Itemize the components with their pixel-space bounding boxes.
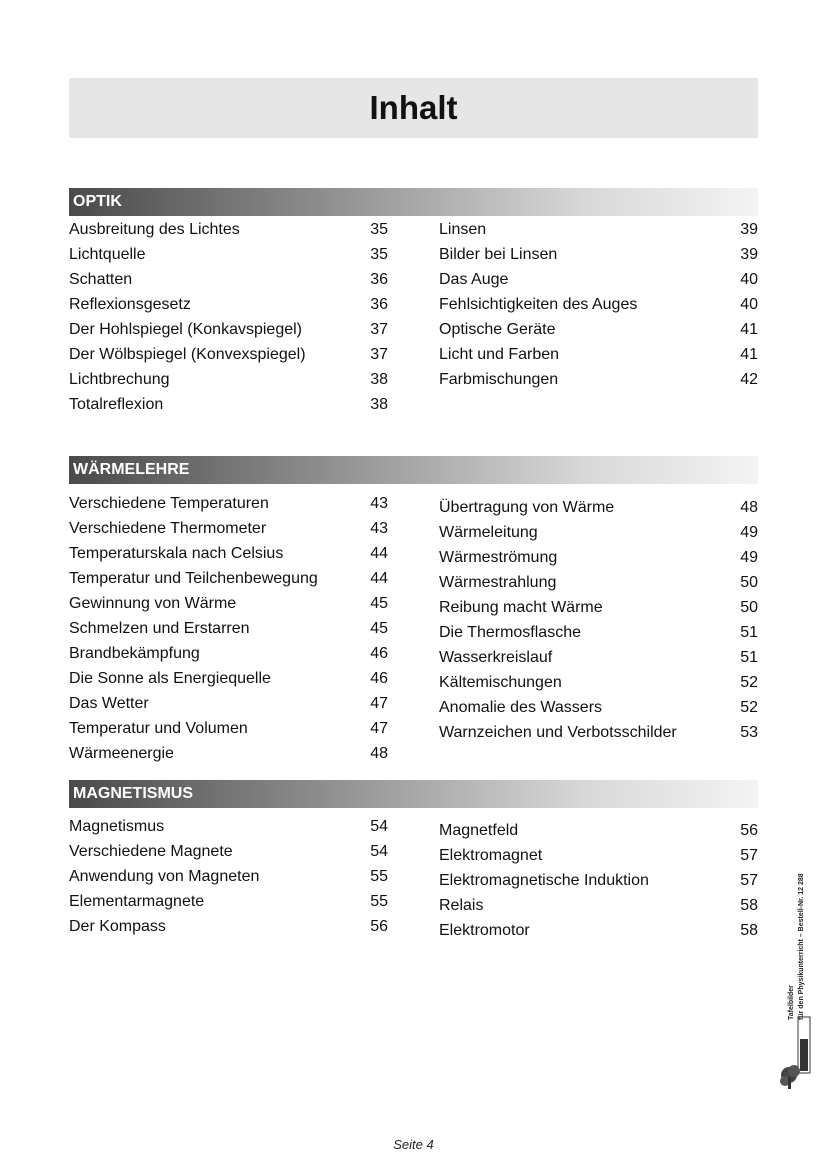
toc-entry-title: Die Thermosflasche [439, 624, 581, 641]
toc-entry-page: 51 [740, 649, 758, 666]
toc-entry-page: 44 [370, 545, 388, 562]
toc-entry [439, 918, 758, 943]
toc-entry [69, 666, 388, 691]
toc-entry-title: Fehlsichtigkeiten des Auges [439, 296, 638, 313]
toc-entry-page: 39 [740, 221, 758, 238]
toc-entry [69, 741, 388, 766]
section-title: OPTIK [73, 193, 122, 210]
toc-entry-title: Warnzeichen und Verbotsschilder [439, 724, 677, 741]
toc-entry-title: Licht und Farben [439, 346, 560, 363]
toc-entry [69, 342, 388, 367]
toc-entry-title: Optische Geräte [439, 321, 556, 338]
toc-entry-title: Farbmischungen [439, 371, 559, 388]
toc-entry-title: Die Sonne als Energiequelle [69, 670, 271, 687]
toc-entry-page: 37 [370, 321, 388, 338]
credit-line-2: für den Physikunterricht – Bestell-Nr. 12 288 [798, 873, 805, 1020]
toc-entry [69, 566, 388, 591]
toc-entry [69, 889, 388, 914]
toc-entry-title: Elektromotor [439, 922, 530, 939]
toc-entry-page: 38 [370, 371, 388, 388]
toc-entry [439, 217, 758, 242]
toc-entry [439, 670, 758, 695]
title-banner [69, 78, 758, 138]
toc-entry [69, 616, 388, 641]
section-header-optik [69, 188, 758, 216]
toc-entry-page: 36 [370, 296, 388, 313]
toc-entry-page: 50 [740, 599, 758, 616]
toc-column-right [439, 818, 758, 943]
toc-entry-page: 48 [740, 499, 758, 516]
toc-entry-page: 54 [370, 818, 388, 835]
toc-entry [69, 839, 388, 864]
toc-entry [69, 516, 388, 541]
toc-entry-page: 52 [740, 674, 758, 691]
toc-entry-page: 43 [370, 495, 388, 512]
toc-entry-page: 48 [370, 745, 388, 762]
toc-entry-title: Magnetismus [69, 818, 165, 835]
toc-column-left [69, 814, 388, 939]
toc-entry-title: Magnetfeld [439, 822, 519, 839]
toc-column-right [439, 217, 758, 392]
toc-entry-title: Anomalie des Wassers [439, 699, 603, 716]
toc-entry-title: Wasserkreislauf [439, 649, 553, 666]
toc-entry-title: Der Wölbspiegel (Konvexspiegel) [69, 346, 306, 363]
toc-entry-page: 37 [370, 346, 388, 363]
toc-entry-title: Elektromagnetische Induktion [439, 872, 649, 889]
toc-entry [69, 491, 388, 516]
toc-entry [439, 292, 758, 317]
section-title: WÄRMELEHRE [73, 461, 190, 478]
toc-entry-page: 46 [370, 645, 388, 662]
toc-entry [439, 267, 758, 292]
toc-entry-title: Das Auge [439, 271, 509, 288]
toc-entry-title: Wärmestrahlung [439, 574, 557, 591]
toc-entry-page: 35 [370, 246, 388, 263]
toc-entry-title: Reibung macht Wärme [439, 599, 603, 616]
publisher-logo [779, 1015, 813, 1093]
toc-entry [69, 242, 388, 267]
toc-entry [439, 545, 758, 570]
toc-entry [69, 317, 388, 342]
toc-entry-page: 39 [740, 246, 758, 263]
toc-entry-title: Brandbekämpfung [69, 645, 200, 662]
toc-entry-title: Lichtbrechung [69, 371, 170, 388]
toc-entry-title: Temperatur und Volumen [69, 720, 248, 737]
toc-entry-page: 40 [740, 296, 758, 313]
toc-entry [69, 541, 388, 566]
toc-entry-title: Linsen [439, 221, 487, 238]
toc-entry-page: 53 [740, 724, 758, 741]
toc-entry [439, 695, 758, 720]
toc-entry-title: Gewinnung von Wärme [69, 595, 237, 612]
toc-entry-page: 58 [740, 922, 758, 939]
toc-entry-page: 41 [740, 346, 758, 363]
toc-entry-title: Wärmeleitung [439, 524, 538, 541]
toc-entry-page: 54 [370, 843, 388, 860]
toc-entry [439, 495, 758, 520]
toc-entry-title: Verschiedene Thermometer [69, 520, 267, 537]
toc-entry-page: 45 [370, 595, 388, 612]
toc-entry-page: 56 [370, 918, 388, 935]
toc-entry [69, 814, 388, 839]
toc-entry [439, 893, 758, 918]
toc-column-left [69, 491, 388, 766]
toc-entry-title: Kältemischungen [439, 674, 562, 691]
toc-entry-title: Relais [439, 897, 484, 914]
toc-entry-title: Verschiedene Temperaturen [69, 495, 269, 512]
toc-entry [439, 868, 758, 893]
toc-entry-page: 47 [370, 720, 388, 737]
toc-entry-title: Temperatur und Teilchenbewegung [69, 570, 318, 587]
toc-entry-page: 41 [740, 321, 758, 338]
toc-entry [439, 645, 758, 670]
toc-entry [439, 242, 758, 267]
toc-entry-title: Der Hohlspiegel (Konkavspiegel) [69, 321, 303, 338]
toc-entry-page: 40 [740, 271, 758, 288]
toc-entry-page: 44 [370, 570, 388, 587]
toc-entry-page: 47 [370, 695, 388, 712]
toc-entry-page: 43 [370, 520, 388, 537]
toc-entry-page: 51 [740, 624, 758, 641]
toc-entry-page: 42 [740, 371, 758, 388]
toc-entry-page: 57 [740, 847, 758, 864]
toc-entry-title: Temperaturskala nach Celsius [69, 545, 284, 562]
toc-entry [69, 392, 388, 417]
toc-entry [439, 720, 758, 745]
toc-entry-title: Bilder bei Linsen [439, 246, 558, 263]
toc-entry-page: 38 [370, 396, 388, 413]
toc-entry-page: 45 [370, 620, 388, 637]
toc-entry-title: Wärmeenergie [69, 745, 174, 762]
page-title: Inhalt [369, 89, 458, 126]
toc-column-right [439, 495, 758, 745]
section-header-magnetismus [69, 780, 758, 808]
section-header-waermelehre [69, 456, 758, 484]
toc-entry-title: Wärmeströmung [439, 549, 558, 566]
toc-entry [69, 267, 388, 292]
toc-entry [69, 716, 388, 741]
toc-entry [69, 641, 388, 666]
toc-entry-page: 36 [370, 271, 388, 288]
toc-entry-title: Übertragung von Wärme [439, 499, 615, 516]
toc-entry [69, 217, 388, 242]
toc-entry-page: 55 [370, 893, 388, 910]
toc-entry [439, 570, 758, 595]
page-number: Seite 4 [393, 1137, 434, 1152]
toc-entry [439, 818, 758, 843]
toc-entry [439, 843, 758, 868]
toc-entry-page: 49 [740, 524, 758, 541]
toc-entry-title: Schatten [69, 271, 133, 288]
toc-entry-title: Lichtquelle [69, 246, 146, 263]
toc-entry-title: Das Wetter [69, 695, 149, 712]
toc-entry [69, 367, 388, 392]
toc-entry-title: Anwendung von Magneten [69, 868, 260, 885]
credit-line-1: Tafelbilder [788, 985, 795, 1020]
toc-entry [439, 367, 758, 392]
toc-entry [439, 317, 758, 342]
toc-entry-page: 57 [740, 872, 758, 889]
toc-entry [69, 292, 388, 317]
toc-entry-title: Ausbreitung des Lichtes [69, 221, 240, 238]
toc-entry-page: 49 [740, 549, 758, 566]
toc-entry-title: Reflexionsgesetz [69, 296, 191, 313]
toc-entry [69, 914, 388, 939]
toc-entry-title: Der Kompass [69, 918, 166, 935]
toc-entry-page: 50 [740, 574, 758, 591]
toc-entry [439, 595, 758, 620]
toc-entry-page: 52 [740, 699, 758, 716]
toc-entry-page: 46 [370, 670, 388, 687]
toc-entry [69, 864, 388, 889]
tree-icon [779, 1015, 813, 1093]
toc-entry [439, 342, 758, 367]
toc-entry-title: Totalreflexion [69, 396, 164, 413]
toc-entry [69, 691, 388, 716]
toc-entry-page: 56 [740, 822, 758, 839]
toc-entry-title: Schmelzen und Erstarren [69, 620, 250, 637]
toc-column-left [69, 217, 388, 417]
toc-entry-title: Verschiedene Magnete [69, 843, 233, 860]
toc-entry-title: Elementarmagnete [69, 893, 205, 910]
toc-entry [439, 620, 758, 645]
section-title: MAGNETISMUS [73, 785, 193, 802]
toc-entry-page: 58 [740, 897, 758, 914]
toc-entry [439, 520, 758, 545]
toc-entry-title: Elektromagnet [439, 847, 543, 864]
toc-entry-page: 55 [370, 868, 388, 885]
toc-entry [69, 591, 388, 616]
toc-entry-page: 35 [370, 221, 388, 238]
